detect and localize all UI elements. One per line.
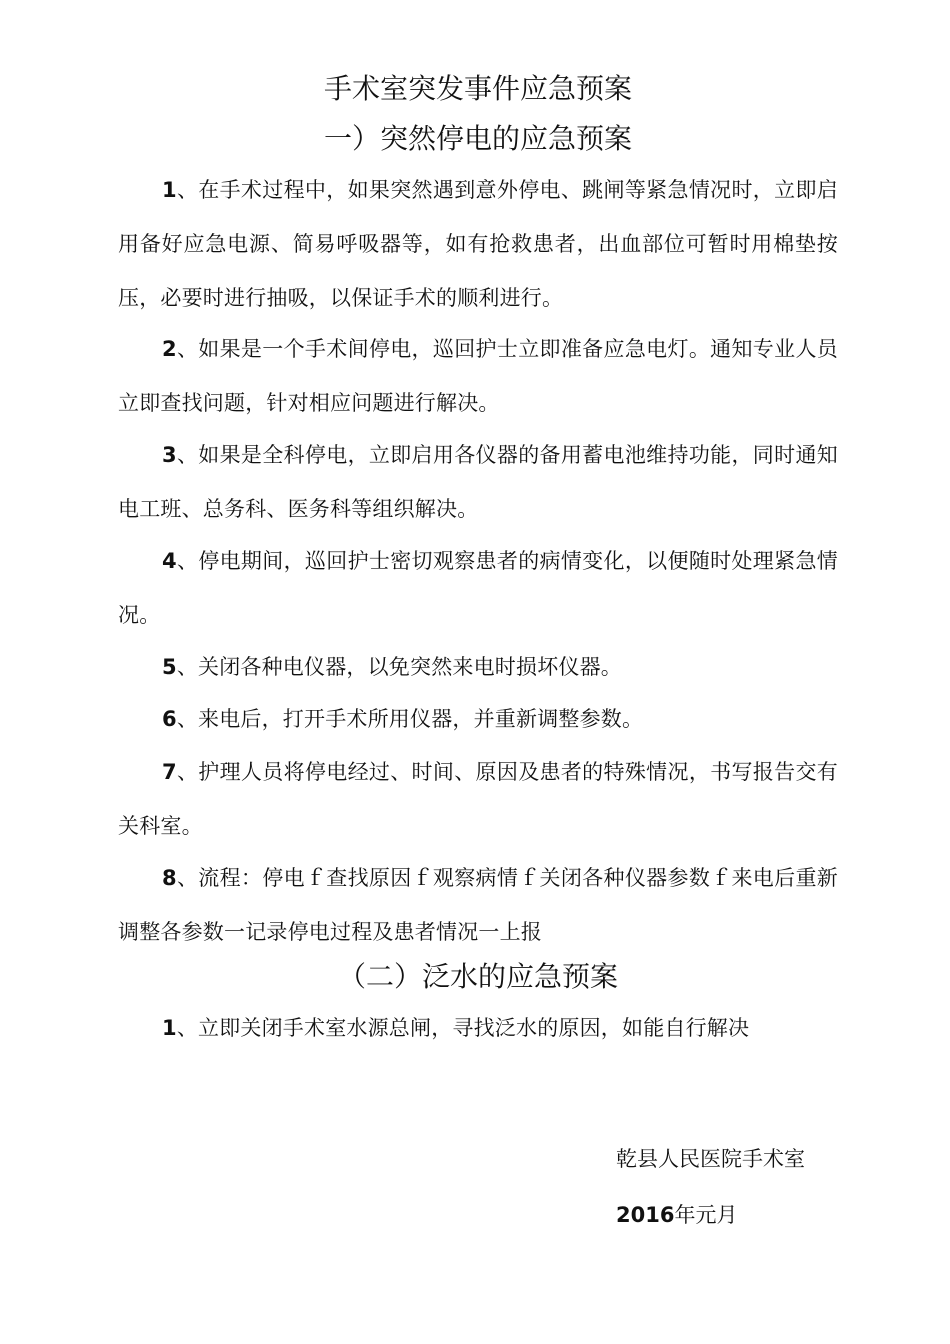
document-title: 手术室突发事件应急预案 bbox=[323, 72, 632, 105]
item-number: 6 bbox=[162, 707, 177, 731]
list-item bbox=[118, 692, 838, 746]
list-item bbox=[118, 640, 838, 694]
item-number: 3 bbox=[162, 443, 177, 467]
item-text: 、来电后，打开手术所用仪器，并重新调整参数。 bbox=[176, 707, 644, 731]
item-number: 7 bbox=[162, 760, 177, 784]
item-number: 4 bbox=[162, 549, 177, 573]
item-text: 、关闭各种电仪器，以免突然来电时损坏仪器。 bbox=[176, 655, 623, 679]
section-heading-power-outage: 一）突然停电的应急预案 bbox=[323, 122, 632, 155]
item-number: 8 bbox=[162, 866, 177, 890]
list-item bbox=[118, 322, 838, 430]
item-text: 、在手术过程中，如果突然遇到意外停电、跳闸等紧急情况时，立即启用备好应急电源、简易呼吸器等，如有抢救患者，出血部位可暂时用棉垫按压，必要时进行抽吸，以保证手术的顺利进行。 bbox=[118, 178, 838, 310]
list-item bbox=[118, 1001, 838, 1055]
list-item bbox=[118, 163, 838, 325]
list-item bbox=[118, 534, 838, 642]
section-heading-flooding: （二）泛水的应急预案 bbox=[337, 960, 618, 993]
item-text: 、如果是一个手术间停电，巡回护士立即准备应急电灯。通知专业人员立即查找问题，针对相应问题进行解决。 bbox=[118, 337, 838, 415]
item-number: 1 bbox=[162, 178, 177, 202]
item-text: 、护理人员将停电经过、时间、原因及患者的特殊情况，书写报告交有关科室。 bbox=[118, 760, 838, 838]
list-item bbox=[118, 745, 838, 853]
item-number: 2 bbox=[162, 337, 177, 361]
list-item bbox=[118, 851, 838, 959]
item-number: 5 bbox=[162, 655, 177, 679]
signature-date-suffix: 年元月 bbox=[674, 1203, 738, 1227]
item-text: 、流程：停电ｆ查找原因ｆ观察病情ｆ关闭各种仪器参数ｆ来电后重新调整各参数一记录停电过程及患者情况一上报 bbox=[118, 866, 838, 944]
item-number: 1 bbox=[162, 1016, 177, 1040]
list-item bbox=[118, 428, 838, 536]
signature-date bbox=[616, 1202, 737, 1229]
signature-organization: 乾县人民医院手术室 bbox=[616, 1147, 805, 1171]
item-text: 、如果是全科停电，立即启用各仪器的备用蓄电池维持功能，同时通知电工班、总务科、医务科等组织解决。 bbox=[118, 443, 838, 521]
item-text: 、立即关闭手术室水源总闸，寻找泛水的原因，如能自行解决 bbox=[176, 1016, 750, 1040]
signature-year: 2016 bbox=[616, 1203, 675, 1227]
item-text: 、停电期间，巡回护士密切观察患者的病情变化，以便随时处理紧急情况。 bbox=[118, 549, 838, 627]
